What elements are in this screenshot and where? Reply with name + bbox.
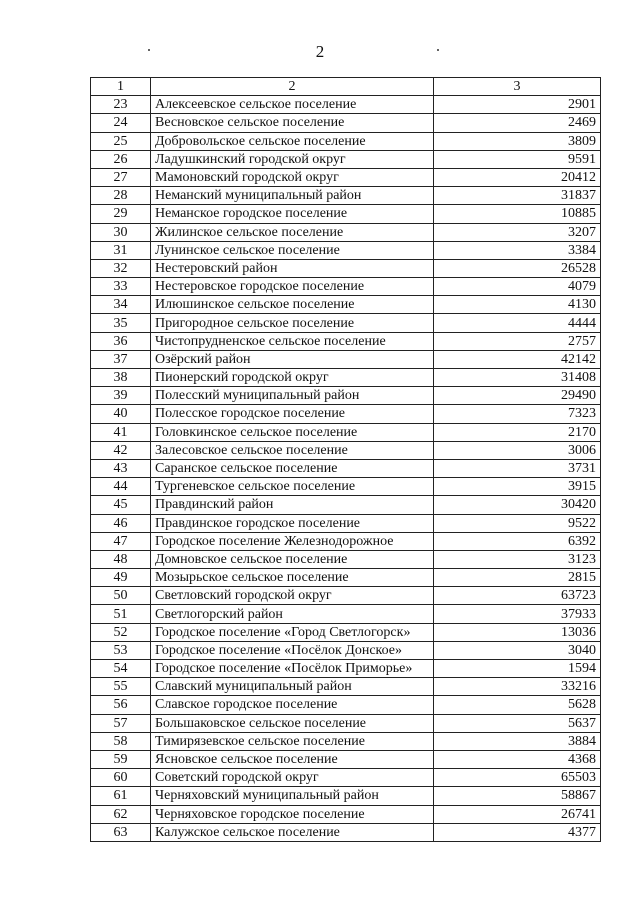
row-number-cell: 42	[91, 441, 151, 459]
scan-speck	[437, 49, 439, 51]
row-number-cell: 30	[91, 223, 151, 241]
population-value-cell: 63723	[434, 587, 601, 605]
row-number-cell: 46	[91, 514, 151, 532]
table-row	[91, 805, 601, 823]
row-number-cell: 50	[91, 587, 151, 605]
table-row	[91, 550, 601, 568]
table-row	[91, 223, 601, 241]
settlement-name-cell: Полесское городское поселение	[151, 405, 434, 423]
table-row	[91, 532, 601, 550]
population-value-cell: 4444	[434, 314, 601, 332]
population-value-cell: 42142	[434, 350, 601, 368]
population-value-cell: 3006	[434, 441, 601, 459]
table-row	[91, 623, 601, 641]
population-value-cell: 3809	[434, 132, 601, 150]
table-row	[91, 168, 601, 186]
settlement-name-cell: Пригородное сельское поселение	[151, 314, 434, 332]
row-number-cell: 59	[91, 750, 151, 768]
row-number-cell: 48	[91, 550, 151, 568]
row-number-cell: 33	[91, 278, 151, 296]
settlement-table	[90, 77, 601, 842]
table-row	[91, 96, 601, 114]
population-value-cell: 3207	[434, 223, 601, 241]
row-number-cell: 58	[91, 732, 151, 750]
row-number-cell: 38	[91, 369, 151, 387]
table-row	[91, 296, 601, 314]
row-number-cell: 31	[91, 241, 151, 259]
population-value-cell: 10885	[434, 205, 601, 223]
settlement-name-cell: Неманский муниципальный район	[151, 187, 434, 205]
population-value-cell: 3123	[434, 550, 601, 568]
settlement-name-cell: Городское поселение «Посёлок Донское»	[151, 641, 434, 659]
row-number-cell: 23	[91, 96, 151, 114]
settlement-name-cell: Черняховский муниципальный район	[151, 787, 434, 805]
row-number-cell: 49	[91, 569, 151, 587]
table-row	[91, 205, 601, 223]
row-number-cell: 26	[91, 150, 151, 168]
population-value-cell: 4368	[434, 750, 601, 768]
row-number-cell: 63	[91, 823, 151, 841]
table-row	[91, 423, 601, 441]
table-row	[91, 459, 601, 477]
settlement-name-cell: Алексеевское сельское поселение	[151, 96, 434, 114]
population-value-cell: 26741	[434, 805, 601, 823]
row-number-cell: 45	[91, 496, 151, 514]
settlement-name-cell: Правдинский район	[151, 496, 434, 514]
table-row	[91, 241, 601, 259]
table-row	[91, 478, 601, 496]
table-row	[91, 441, 601, 459]
table-header-row	[91, 78, 601, 96]
table-row	[91, 660, 601, 678]
row-number-cell: 43	[91, 459, 151, 477]
row-number-cell: 32	[91, 259, 151, 277]
row-number-cell: 41	[91, 423, 151, 441]
column-header: 2	[151, 78, 434, 96]
population-value-cell: 2757	[434, 332, 601, 350]
settlement-name-cell: Мамоновский городской округ	[151, 168, 434, 186]
table-row	[91, 259, 601, 277]
page-number: 2	[315, 42, 325, 61]
table-row	[91, 678, 601, 696]
row-number-cell: 25	[91, 132, 151, 150]
population-value-cell: 2170	[434, 423, 601, 441]
table-row	[91, 569, 601, 587]
row-number-cell: 47	[91, 532, 151, 550]
settlement-name-cell: Саранское сельское поселение	[151, 459, 434, 477]
population-value-cell: 26528	[434, 259, 601, 277]
population-value-cell: 5628	[434, 696, 601, 714]
settlement-name-cell: Неманское городское поселение	[151, 205, 434, 223]
table-row	[91, 114, 601, 132]
row-number-cell: 55	[91, 678, 151, 696]
population-value-cell: 7323	[434, 405, 601, 423]
settlement-name-cell: Калужское сельское поселение	[151, 823, 434, 841]
settlement-name-cell: Городское поселение «Посёлок Приморье»	[151, 660, 434, 678]
population-value-cell: 3040	[434, 641, 601, 659]
table-row	[91, 714, 601, 732]
population-value-cell: 58867	[434, 787, 601, 805]
row-number-cell: 24	[91, 114, 151, 132]
settlement-name-cell: Тургеневское сельское поселение	[151, 478, 434, 496]
table-row	[91, 332, 601, 350]
table-row	[91, 732, 601, 750]
row-number-cell: 57	[91, 714, 151, 732]
table-row	[91, 605, 601, 623]
table-row	[91, 696, 601, 714]
row-number-cell: 37	[91, 350, 151, 368]
table-row	[91, 278, 601, 296]
table-row	[91, 350, 601, 368]
population-value-cell: 20412	[434, 168, 601, 186]
settlement-name-cell: Славское городское поселение	[151, 696, 434, 714]
settlement-name-cell: Светлогорский район	[151, 605, 434, 623]
population-value-cell: 3731	[434, 459, 601, 477]
table-row	[91, 132, 601, 150]
row-number-cell: 60	[91, 769, 151, 787]
population-value-cell: 31408	[434, 369, 601, 387]
settlement-name-cell: Городское поселение Железнодорожное	[151, 532, 434, 550]
table-row	[91, 369, 601, 387]
settlement-name-cell: Залесовское сельское поселение	[151, 441, 434, 459]
table-row	[91, 587, 601, 605]
row-number-cell: 34	[91, 296, 151, 314]
column-header: 3	[434, 78, 601, 96]
row-number-cell: 27	[91, 168, 151, 186]
population-value-cell: 37933	[434, 605, 601, 623]
settlement-name-cell: Добровольское сельское поселение	[151, 132, 434, 150]
settlement-name-cell: Нестеровское городское поселение	[151, 278, 434, 296]
settlement-name-cell: Большаковское сельское поселение	[151, 714, 434, 732]
row-number-cell: 61	[91, 787, 151, 805]
population-value-cell: 6392	[434, 532, 601, 550]
table-row	[91, 787, 601, 805]
settlement-name-cell: Черняховское городское поселение	[151, 805, 434, 823]
table-row	[91, 387, 601, 405]
row-number-cell: 39	[91, 387, 151, 405]
settlement-name-cell: Тимирязевское сельское поселение	[151, 732, 434, 750]
settlement-name-cell: Илюшинское сельское поселение	[151, 296, 434, 314]
table-row	[91, 496, 601, 514]
settlement-name-cell: Домновское сельское поселение	[151, 550, 434, 568]
table-row	[91, 405, 601, 423]
population-value-cell: 2815	[434, 569, 601, 587]
population-value-cell: 9522	[434, 514, 601, 532]
settlement-name-cell: Полесский муниципальный район	[151, 387, 434, 405]
table-row	[91, 750, 601, 768]
settlement-name-cell: Городское поселение «Город Светлогорск»	[151, 623, 434, 641]
table-row	[91, 823, 601, 841]
population-value-cell: 4377	[434, 823, 601, 841]
population-value-cell: 3384	[434, 241, 601, 259]
table-row	[91, 514, 601, 532]
settlement-name-cell: Лунинское сельское поселение	[151, 241, 434, 259]
population-value-cell: 4130	[434, 296, 601, 314]
settlement-name-cell: Головкинское сельское поселение	[151, 423, 434, 441]
row-number-cell: 52	[91, 623, 151, 641]
population-value-cell: 5637	[434, 714, 601, 732]
population-value-cell: 2469	[434, 114, 601, 132]
row-number-cell: 28	[91, 187, 151, 205]
settlement-name-cell: Весновское сельское поселение	[151, 114, 434, 132]
row-number-cell: 44	[91, 478, 151, 496]
population-value-cell: 1594	[434, 660, 601, 678]
population-value-cell: 13036	[434, 623, 601, 641]
row-number-cell: 36	[91, 332, 151, 350]
settlement-name-cell: Мозырьское сельское поселение	[151, 569, 434, 587]
settlement-name-cell: Славский муниципальный район	[151, 678, 434, 696]
table-row	[91, 641, 601, 659]
population-value-cell: 33216	[434, 678, 601, 696]
settlement-name-cell: Чистопрудненское сельское поселение	[151, 332, 434, 350]
row-number-cell: 51	[91, 605, 151, 623]
table-row	[91, 769, 601, 787]
table-body	[91, 96, 601, 842]
row-number-cell: 53	[91, 641, 151, 659]
table-row	[91, 187, 601, 205]
row-number-cell: 62	[91, 805, 151, 823]
population-value-cell: 65503	[434, 769, 601, 787]
population-value-cell: 2901	[434, 96, 601, 114]
row-number-cell: 29	[91, 205, 151, 223]
column-header: 1	[91, 78, 151, 96]
table-row	[91, 314, 601, 332]
row-number-cell: 35	[91, 314, 151, 332]
settlement-name-cell: Советский городской округ	[151, 769, 434, 787]
table-row	[91, 150, 601, 168]
settlement-name-cell: Ладушкинский городской округ	[151, 150, 434, 168]
population-value-cell: 4079	[434, 278, 601, 296]
settlement-name-cell: Правдинское городское поселение	[151, 514, 434, 532]
settlement-name-cell: Светловский городской округ	[151, 587, 434, 605]
population-value-cell: 3915	[434, 478, 601, 496]
settlement-name-cell: Ясновское сельское поселение	[151, 750, 434, 768]
population-value-cell: 3884	[434, 732, 601, 750]
settlement-name-cell: Озёрский район	[151, 350, 434, 368]
settlement-name-cell: Пионерский городской округ	[151, 369, 434, 387]
settlement-name-cell: Нестеровский район	[151, 259, 434, 277]
row-number-cell: 56	[91, 696, 151, 714]
settlement-name-cell: Жилинское сельское поселение	[151, 223, 434, 241]
scan-speck	[148, 49, 150, 51]
row-number-cell: 54	[91, 660, 151, 678]
row-number-cell: 40	[91, 405, 151, 423]
population-value-cell: 30420	[434, 496, 601, 514]
population-value-cell: 29490	[434, 387, 601, 405]
population-value-cell: 31837	[434, 187, 601, 205]
population-value-cell: 9591	[434, 150, 601, 168]
